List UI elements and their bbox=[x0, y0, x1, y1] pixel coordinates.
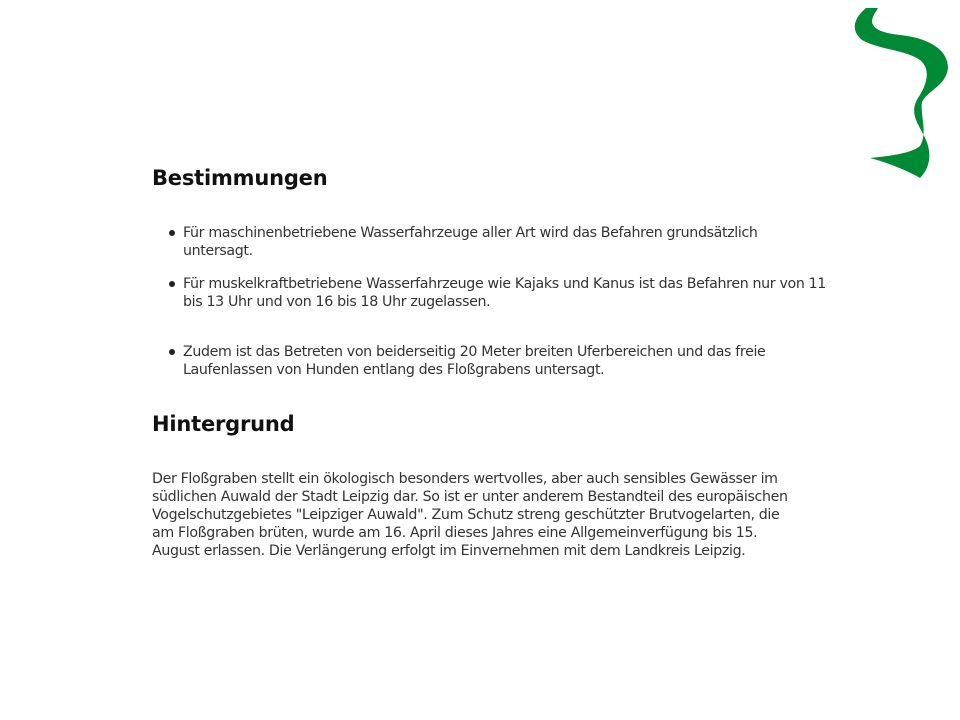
bullet-icon bbox=[169, 230, 175, 236]
section-title-hintergrund: Hintergrund bbox=[152, 412, 295, 436]
list-item-text: Für maschinenbetriebene Wasserfahrzeuge aller Art wird das Befahren grundsätzlich untersagt. bbox=[183, 225, 758, 259]
list-item bbox=[168, 275, 828, 311]
list-item bbox=[168, 224, 828, 260]
list-item bbox=[168, 343, 828, 379]
bullet-icon bbox=[169, 349, 175, 355]
logo-shape bbox=[855, 8, 948, 178]
green-river-logo-icon bbox=[848, 6, 954, 182]
background-paragraph: Der Floßgraben stellt ein ökologisch besonders wertvolles, aber auch sensibles Gewässer im südlichen Auwald der Stadt Leipzig dar. So ist er unter anderem Bestandteil des europäischen Vogelschutzgebietes "Leipziger Auwald". Zum Schutz streng geschützter Brutvogelarten, die am Floßgraben brüten, wurde am 16. April dieses Jahres eine Allgemeinverfügung bis 15. August erlassen. Die Verlängerung erfolgt im Einvernehmen mit dem Landkreis Leipzig. bbox=[152, 471, 788, 559]
list-item-text: Zudem ist das Betreten von beiderseitig 20 Meter breiten Uferbereichen und das freie Laufenlassen von Hunden entlang des Floßgrabens untersagt. bbox=[183, 344, 766, 378]
bullet-icon bbox=[169, 281, 175, 287]
list-item-text: Für muskelkraftbetriebene Wasserfahrzeuge wie Kajaks und Kanus ist das Befahren nur von 11 bis 13 Uhr und von 16 bis 18 Uhr zugelassen. bbox=[183, 276, 826, 310]
section-title-bestimmungen: Bestimmungen bbox=[152, 166, 328, 190]
